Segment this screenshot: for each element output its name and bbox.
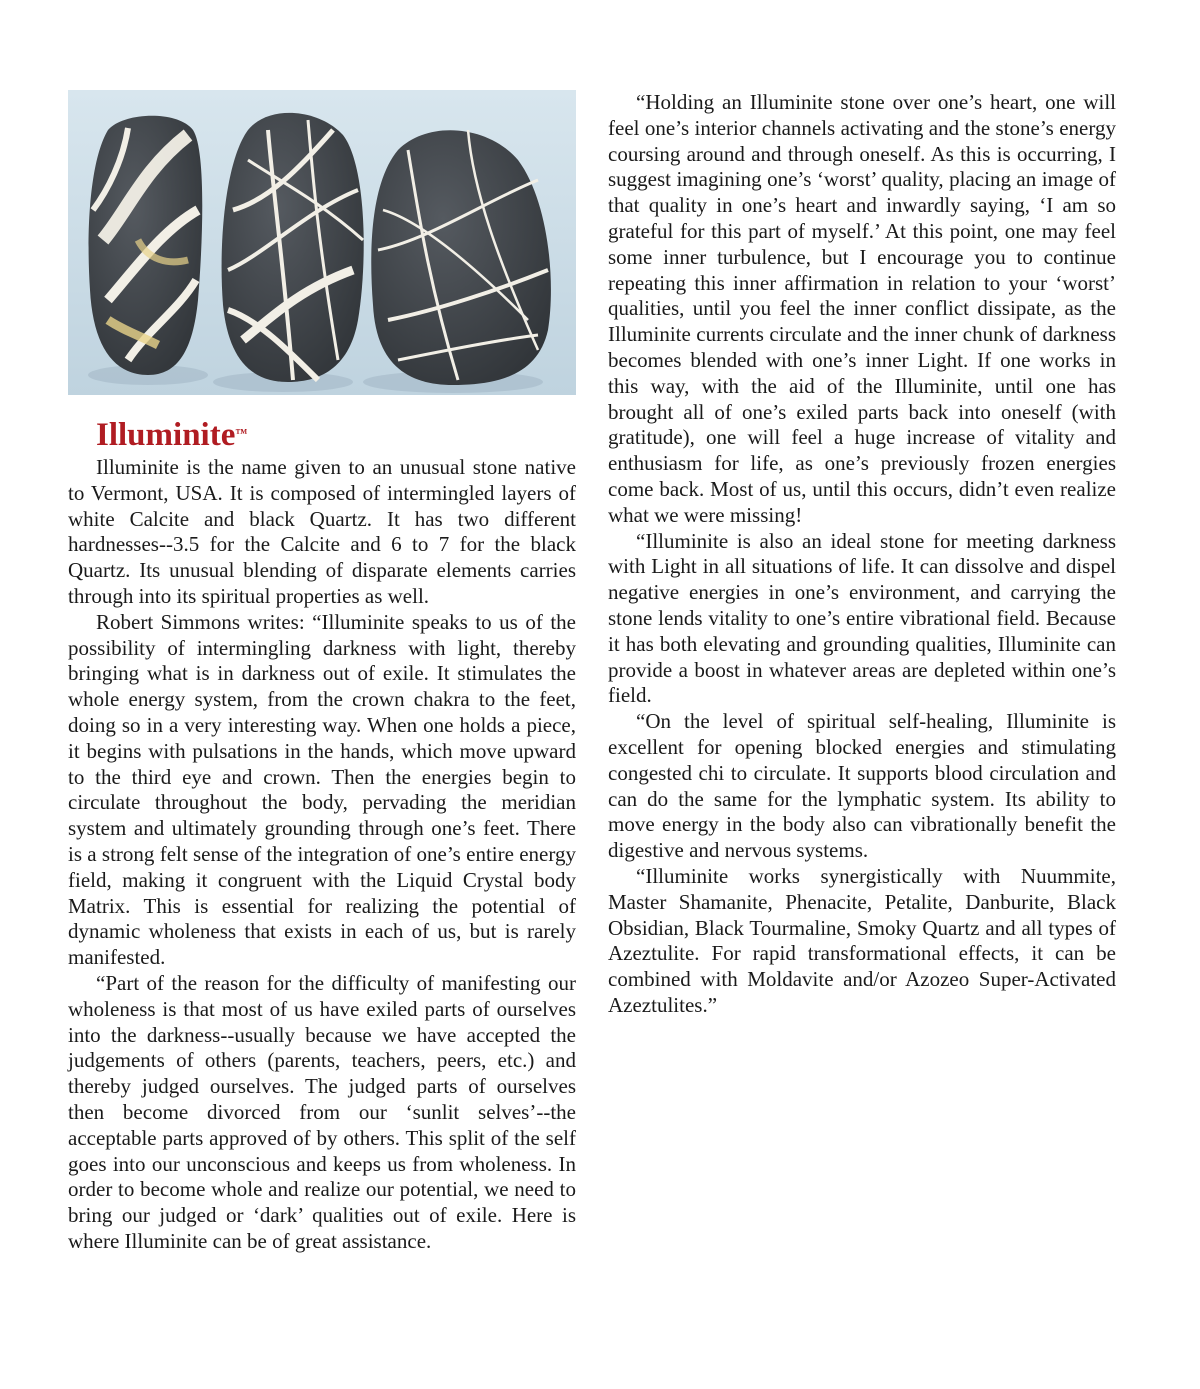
right-column [608,90,1116,1019]
body-paragraph: “Illuminite is also an ideal stone for meeting darkness with Light in all situations of life. It can dissolve and dispel negative energies in one’s environment, and carrying the stone lends vitality to one’s entire vibrational field. Because it has both elevating and grounding qualities, Illuminite can provide a boost in whatever areas are depleted within one’s field. [608,528,1116,708]
title-text: Illuminite [96,417,236,453]
body-paragraph: Robert Simmons writes: “Illuminite speaks to us of the possibility of intermingling darkness with light, thereby bringing what is in darkness out of exile. It stimulates the whole energy system, from the crown chakra to the feet, doing so in a very interesting way. When one holds a piece, it begins with pulsations in the hands, which move upward to the third eye and crown. Then the energies begin to circulate throughout the body, pervading the meridian system and ultimately grounding through one’s feet. There is a strong felt sense of the integration of one’s entire energy field, making it congruent with the Liquid Crystal body Matrix. This is essential for realizing the potential of dynamic wholeness that exists in each of us, but is rarely manifested. [68,609,576,970]
page-title [96,417,576,453]
body-paragraph: Illuminite is the name given to an unusual stone native to Vermont, USA. It is composed of intermingled layers of white Calcite and black Quartz. It has two different hardnesses--3.5 for the Calcite and 6 to 7 for the black Quartz. Its unusual blending of disparate elements carries through into its spiritual properties as well. [68,455,576,608]
trademark-symbol: ™ [235,426,248,440]
body-paragraph: “On the level of spiritual self-healing, Illuminite is excellent for opening blocked energies and stimulating congested chi to circulate. It supports blood circulation and can do the same for the lymphatic system. Its ability to move energy in the body also can vibrationally benefit the digestive and nervous systems. [608,709,1116,863]
stone-left [89,116,203,375]
stone-middle [222,113,364,382]
illuminite-stones-photo [68,90,576,395]
body-paragraph: “Illuminite works synergistically with Nuummite, Master Shamanite, Phenacite, Petalite, Danburite, Black Obsidian, Black Tourmaline, Smoky Quartz and all types of Azeztulite. For rapid transformational effects, it can be combined with Moldavite and/or Azozeo Super-Activated Azeztulites.” [608,863,1116,1017]
body-paragraph: “Part of the reason for the difficulty of manifesting our wholeness is that most of us have exiled parts of ourselves into the darkness--usually because we have accepted the judgements of others (parents, teachers, peers, etc.) and thereby judged ourselves. The judged parts of ourselves then become divorced from our ‘sunlit selves’--the acceptable parts approved of by others. This split of the self goes into our unconscious and keeps us from wholeness. In order to become whole and realize our potential, we need to bring our judged or ‘dark’ qualities out of exile. Here is where Illuminite can be of great assistance. [68,970,576,1253]
left-column [68,90,576,1255]
body-paragraph: “Holding an Illuminite stone over one’s heart, one will feel one’s interior channels activating and the stone’s energy coursing around and through oneself. As this is occurring, I suggest imagining one’s ‘worst’ quality, placing an image of that quality in one’s heart and inwardly saying, ‘I am so grateful for this part of myself.’ At this point, one may feel some inner turbulence, but I encourage you to continue repeating this inner affirmation in relation to your ‘worst’ qualities, until you feel the inner conflict dissipate, as the Illuminite currents circulate and the inner chunk of darkness becomes blended with one’s inner Light. If one works in this way, with the aid of the Illuminite, until one has brought all of one’s exiled parts back into oneself (with gratitude), one will feel a huge increase of vitality and enthusiasm for life, as one’s previously frozen energies come back. Most of us, until this occurs, didn’t even realize what we were missing! [608,90,1116,527]
